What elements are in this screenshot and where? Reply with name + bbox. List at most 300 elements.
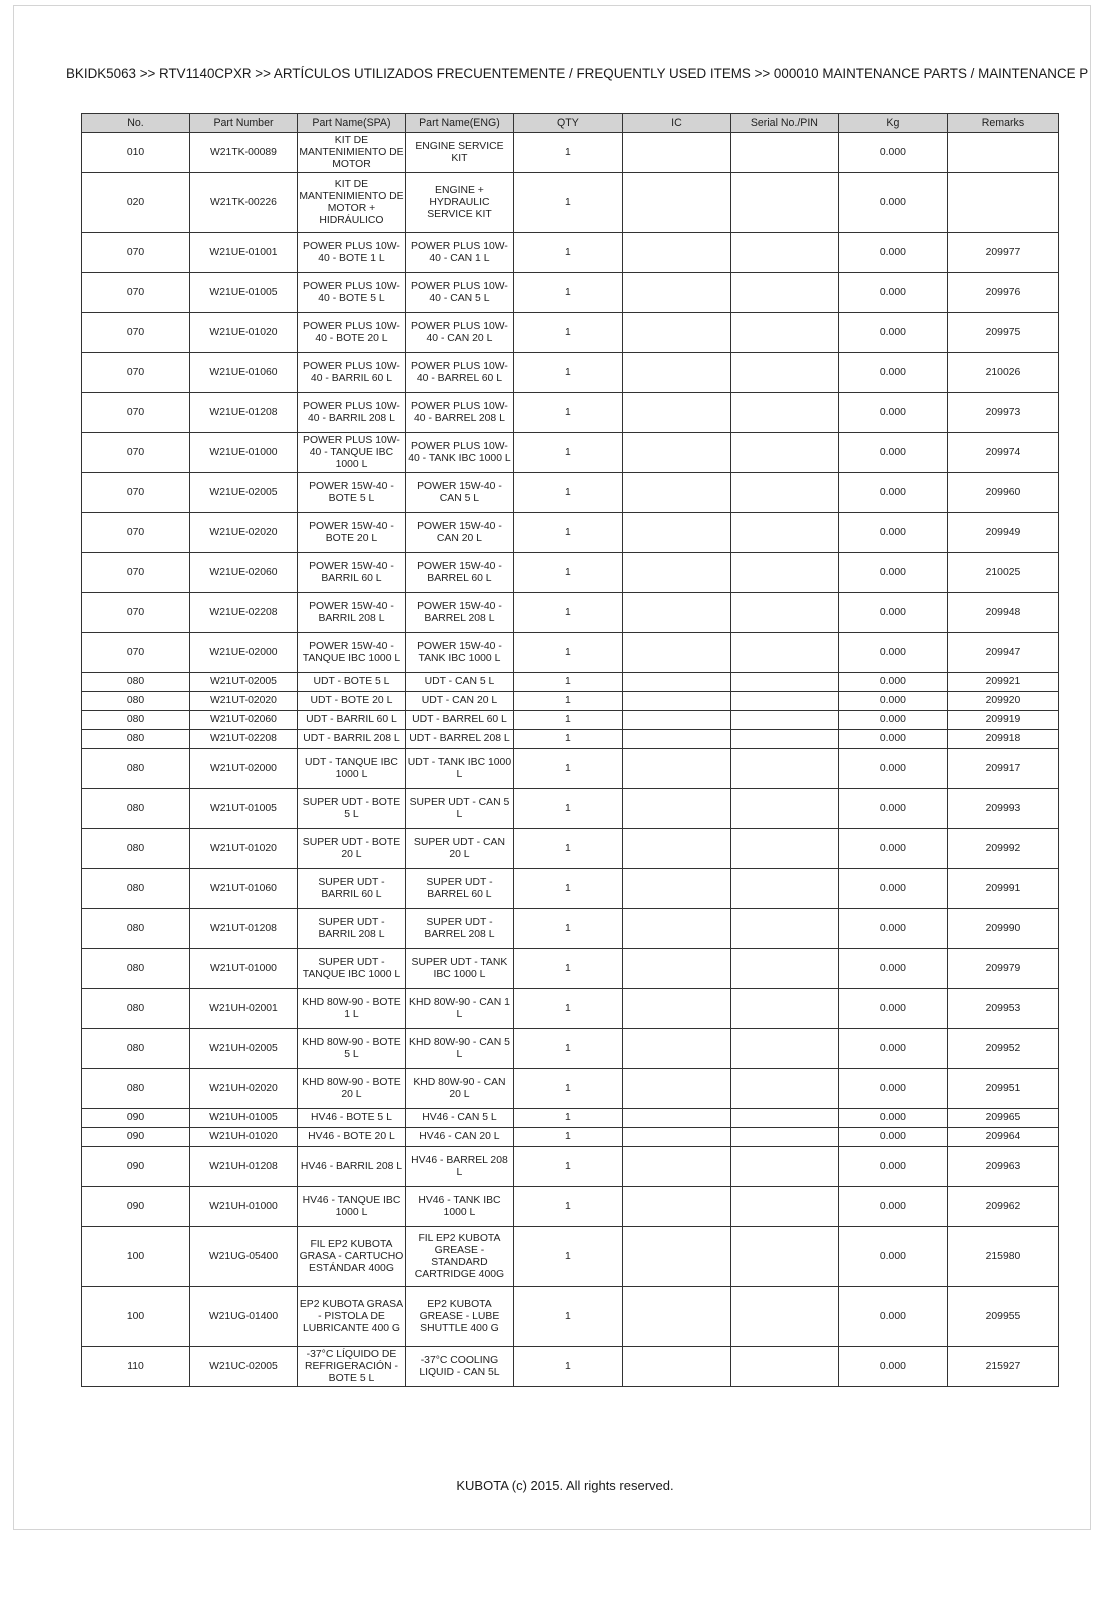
- cell-no: 080: [82, 692, 190, 711]
- cell-ic: [622, 949, 730, 989]
- cell-ic: [622, 1069, 730, 1109]
- cell-qty: 1: [513, 989, 622, 1029]
- table-row: [82, 593, 1059, 633]
- column-header-part-name-eng: Part Name(ENG): [405, 114, 513, 133]
- cell-kg: 0.000: [838, 989, 947, 1029]
- cell-no: 070: [82, 553, 190, 593]
- column-header-no: No.: [82, 114, 190, 133]
- cell-part-name-eng: SUPER UDT - BARREL 60 L: [405, 869, 513, 909]
- cell-part-name-spa: SUPER UDT - BOTE 20 L: [297, 829, 405, 869]
- cell-no: 080: [82, 1069, 190, 1109]
- cell-ic: [622, 233, 730, 273]
- cell-qty: 1: [513, 711, 622, 730]
- cell-remarks: 209952: [947, 1029, 1058, 1069]
- table-row: [82, 1187, 1059, 1227]
- cell-serial: [730, 673, 838, 692]
- cell-part-name-eng: SUPER UDT - TANK IBC 1000 L: [405, 949, 513, 989]
- cell-part-name-eng: UDT - CAN 20 L: [405, 692, 513, 711]
- table-row: [82, 353, 1059, 393]
- cell-qty: 1: [513, 1187, 622, 1227]
- cell-no: 020: [82, 173, 190, 233]
- cell-part-number: W21UT-01208: [189, 909, 297, 949]
- cell-serial: [730, 1227, 838, 1287]
- table-row: [82, 433, 1059, 473]
- cell-qty: 1: [513, 749, 622, 789]
- cell-part-number: W21UT-02208: [189, 730, 297, 749]
- cell-ic: [622, 1227, 730, 1287]
- cell-kg: 0.000: [838, 553, 947, 593]
- cell-part-name-spa: POWER 15W-40 - BOTE 5 L: [297, 473, 405, 513]
- cell-remarks: 209979: [947, 949, 1058, 989]
- cell-qty: 1: [513, 433, 622, 473]
- cell-remarks: 209960: [947, 473, 1058, 513]
- cell-remarks: 215980: [947, 1227, 1058, 1287]
- table-row: [82, 233, 1059, 273]
- cell-qty: 1: [513, 473, 622, 513]
- cell-no: 090: [82, 1147, 190, 1187]
- cell-no: 080: [82, 749, 190, 789]
- cell-part-name-eng: POWER PLUS 10W-40 - CAN 5 L: [405, 273, 513, 313]
- cell-ic: [622, 1187, 730, 1227]
- cell-remarks: 209951: [947, 1069, 1058, 1109]
- cell-kg: 0.000: [838, 673, 947, 692]
- cell-ic: [622, 473, 730, 513]
- cell-part-number: W21UE-02020: [189, 513, 297, 553]
- cell-no: 070: [82, 513, 190, 553]
- cell-part-number: W21UH-01020: [189, 1128, 297, 1147]
- cell-serial: [730, 1029, 838, 1069]
- cell-remarks: 209955: [947, 1287, 1058, 1347]
- cell-part-name-spa: UDT - BOTE 20 L: [297, 692, 405, 711]
- cell-part-name-spa: POWER 15W-40 - TANQUE IBC 1000 L: [297, 633, 405, 673]
- cell-serial: [730, 173, 838, 233]
- cell-part-name-eng: UDT - BARREL 60 L: [405, 711, 513, 730]
- table-row: [82, 273, 1059, 313]
- cell-no: 080: [82, 673, 190, 692]
- cell-part-number: W21UH-02020: [189, 1069, 297, 1109]
- cell-serial: [730, 433, 838, 473]
- cell-part-name-spa: POWER PLUS 10W-40 - TANQUE IBC 1000 L: [297, 433, 405, 473]
- cell-remarks: 209993: [947, 789, 1058, 829]
- cell-serial: [730, 273, 838, 313]
- cell-qty: 1: [513, 869, 622, 909]
- cell-kg: 0.000: [838, 1069, 947, 1109]
- cell-no: 110: [82, 1347, 190, 1387]
- cell-serial: [730, 949, 838, 989]
- cell-part-name-spa: POWER 15W-40 - BARRIL 208 L: [297, 593, 405, 633]
- cell-ic: [622, 173, 730, 233]
- cell-serial: [730, 553, 838, 593]
- cell-remarks: 209992: [947, 829, 1058, 869]
- cell-part-name-spa: POWER PLUS 10W-40 - BARRIL 60 L: [297, 353, 405, 393]
- cell-ic: [622, 1029, 730, 1069]
- cell-kg: 0.000: [838, 869, 947, 909]
- cell-serial: [730, 989, 838, 1029]
- cell-serial: [730, 1069, 838, 1109]
- cell-part-name-spa: FIL EP2 KUBOTA GRASA - CARTUCHO ESTÁNDAR 400G: [297, 1227, 405, 1287]
- cell-part-name-eng: POWER PLUS 10W-40 - CAN 20 L: [405, 313, 513, 353]
- cell-kg: 0.000: [838, 909, 947, 949]
- cell-no: 080: [82, 869, 190, 909]
- cell-ic: [622, 393, 730, 433]
- table-row: [82, 673, 1059, 692]
- cell-part-name-eng: KHD 80W-90 - CAN 1 L: [405, 989, 513, 1029]
- cell-part-name-spa: KIT DE MANTENIMIENTO DE MOTOR: [297, 133, 405, 173]
- cell-remarks: 209976: [947, 273, 1058, 313]
- cell-part-name-spa: POWER PLUS 10W-40 - BOTE 20 L: [297, 313, 405, 353]
- cell-part-name-spa: SUPER UDT - BOTE 5 L: [297, 789, 405, 829]
- cell-ic: [622, 433, 730, 473]
- cell-part-name-spa: POWER 15W-40 - BARRIL 60 L: [297, 553, 405, 593]
- cell-kg: 0.000: [838, 633, 947, 673]
- cell-part-name-spa: POWER PLUS 10W-40 - BARRIL 208 L: [297, 393, 405, 433]
- cell-qty: 1: [513, 829, 622, 869]
- cell-remarks: 209948: [947, 593, 1058, 633]
- cell-part-name-eng: POWER PLUS 10W-40 - TANK IBC 1000 L: [405, 433, 513, 473]
- cell-part-name-spa: KHD 80W-90 - BOTE 1 L: [297, 989, 405, 1029]
- cell-no: 100: [82, 1227, 190, 1287]
- table-row: [82, 313, 1059, 353]
- cell-serial: [730, 692, 838, 711]
- cell-part-number: W21UE-01000: [189, 433, 297, 473]
- cell-remarks: 209917: [947, 749, 1058, 789]
- cell-part-name-eng: EP2 KUBOTA GREASE - LUBE SHUTTLE 400 G: [405, 1287, 513, 1347]
- cell-ic: [622, 829, 730, 869]
- cell-serial: [730, 1287, 838, 1347]
- cell-qty: 1: [513, 692, 622, 711]
- cell-part-name-spa: SUPER UDT - BARRIL 208 L: [297, 909, 405, 949]
- cell-qty: 1: [513, 553, 622, 593]
- cell-remarks: 209974: [947, 433, 1058, 473]
- cell-part-number: W21UE-01060: [189, 353, 297, 393]
- cell-ic: [622, 909, 730, 949]
- cell-ic: [622, 1147, 730, 1187]
- cell-ic: [622, 989, 730, 1029]
- cell-serial: [730, 909, 838, 949]
- cell-part-number: W21TK-00089: [189, 133, 297, 173]
- cell-part-name-eng: SUPER UDT - BARREL 208 L: [405, 909, 513, 949]
- cell-no: 070: [82, 273, 190, 313]
- table-row: [82, 1128, 1059, 1147]
- column-header-part-number: Part Number: [189, 114, 297, 133]
- cell-qty: 1: [513, 1227, 622, 1287]
- cell-kg: 0.000: [838, 692, 947, 711]
- cell-part-name-eng: POWER PLUS 10W-40 - CAN 1 L: [405, 233, 513, 273]
- cell-qty: 1: [513, 273, 622, 313]
- cell-no: 090: [82, 1128, 190, 1147]
- cell-serial: [730, 473, 838, 513]
- table-row: [82, 1227, 1059, 1287]
- cell-part-number: W21UT-02020: [189, 692, 297, 711]
- cell-remarks: 209977: [947, 233, 1058, 273]
- cell-part-number: W21UE-02005: [189, 473, 297, 513]
- cell-part-name-spa: POWER PLUS 10W-40 - BOTE 1 L: [297, 233, 405, 273]
- cell-qty: 1: [513, 909, 622, 949]
- cell-part-name-eng: ENGINE + HYDRAULIC SERVICE KIT: [405, 173, 513, 233]
- cell-ic: [622, 1287, 730, 1347]
- cell-no: 080: [82, 989, 190, 1029]
- cell-no: 080: [82, 909, 190, 949]
- table-row: [82, 393, 1059, 433]
- cell-ic: [622, 789, 730, 829]
- cell-no: 080: [82, 949, 190, 989]
- cell-kg: 0.000: [838, 711, 947, 730]
- cell-part-name-spa: EP2 KUBOTA GRASA - PISTOLA DE LUBRICANTE 400 G: [297, 1287, 405, 1347]
- cell-part-number: W21UH-02001: [189, 989, 297, 1029]
- cell-remarks: 215927: [947, 1347, 1058, 1387]
- cell-qty: 1: [513, 233, 622, 273]
- cell-part-name-spa: HV46 - TANQUE IBC 1000 L: [297, 1187, 405, 1227]
- cell-no: 090: [82, 1109, 190, 1128]
- cell-part-number: W21UT-01000: [189, 949, 297, 989]
- table-row: [82, 513, 1059, 553]
- cell-part-name-spa: SUPER UDT - BARRIL 60 L: [297, 869, 405, 909]
- cell-serial: [730, 1109, 838, 1128]
- cell-part-name-eng: ENGINE SERVICE KIT: [405, 133, 513, 173]
- cell-ic: [622, 692, 730, 711]
- cell-qty: 1: [513, 633, 622, 673]
- cell-part-name-eng: UDT - BARREL 208 L: [405, 730, 513, 749]
- table-row: [82, 1147, 1059, 1187]
- cell-serial: [730, 869, 838, 909]
- cell-no: 070: [82, 233, 190, 273]
- cell-part-number: W21UG-05400: [189, 1227, 297, 1287]
- cell-qty: 1: [513, 1347, 622, 1387]
- cell-ic: [622, 133, 730, 173]
- cell-part-name-eng: POWER 15W-40 - CAN 5 L: [405, 473, 513, 513]
- cell-remarks: 209962: [947, 1187, 1058, 1227]
- parts-table: [81, 113, 1059, 1387]
- cell-remarks: 209963: [947, 1147, 1058, 1187]
- cell-kg: 0.000: [838, 730, 947, 749]
- cell-remarks: 209964: [947, 1128, 1058, 1147]
- cell-kg: 0.000: [838, 749, 947, 789]
- cell-qty: 1: [513, 1069, 622, 1109]
- cell-serial: [730, 1147, 838, 1187]
- cell-serial: [730, 633, 838, 673]
- cell-remarks: 209919: [947, 711, 1058, 730]
- cell-part-number: W21UC-02005: [189, 1347, 297, 1387]
- cell-ic: [622, 553, 730, 593]
- table-row: [82, 553, 1059, 593]
- cell-serial: [730, 1347, 838, 1387]
- cell-part-number: W21UE-01020: [189, 313, 297, 353]
- cell-qty: 1: [513, 313, 622, 353]
- cell-part-name-eng: SUPER UDT - CAN 20 L: [405, 829, 513, 869]
- cell-part-number: W21UH-01005: [189, 1109, 297, 1128]
- cell-part-number: W21UG-01400: [189, 1287, 297, 1347]
- cell-qty: 1: [513, 673, 622, 692]
- table-row: [82, 473, 1059, 513]
- cell-part-name-spa: UDT - BARRIL 208 L: [297, 730, 405, 749]
- cell-kg: 0.000: [838, 1347, 947, 1387]
- cell-remarks: 210026: [947, 353, 1058, 393]
- cell-part-name-eng: KHD 80W-90 - CAN 20 L: [405, 1069, 513, 1109]
- cell-part-name-eng: HV46 - TANK IBC 1000 L: [405, 1187, 513, 1227]
- cell-kg: 0.000: [838, 133, 947, 173]
- cell-ic: [622, 1347, 730, 1387]
- cell-part-number: W21TK-00226: [189, 173, 297, 233]
- cell-part-number: W21UE-01001: [189, 233, 297, 273]
- cell-serial: [730, 1128, 838, 1147]
- cell-ic: [622, 513, 730, 553]
- cell-part-name-eng: POWER 15W-40 - TANK IBC 1000 L: [405, 633, 513, 673]
- cell-remarks: 209990: [947, 909, 1058, 949]
- cell-remarks: 209973: [947, 393, 1058, 433]
- cell-serial: [730, 353, 838, 393]
- cell-no: 010: [82, 133, 190, 173]
- cell-kg: 0.000: [838, 1187, 947, 1227]
- cell-part-name-eng: SUPER UDT - CAN 5 L: [405, 789, 513, 829]
- cell-part-name-eng: POWER PLUS 10W-40 - BARREL 60 L: [405, 353, 513, 393]
- cell-part-name-eng: HV46 - BARREL 208 L: [405, 1147, 513, 1187]
- cell-serial: [730, 593, 838, 633]
- cell-part-number: W21UH-02005: [189, 1029, 297, 1069]
- cell-no: 070: [82, 353, 190, 393]
- cell-no: 070: [82, 633, 190, 673]
- cell-part-name-eng: UDT - TANK IBC 1000 L: [405, 749, 513, 789]
- cell-part-name-spa: UDT - BARRIL 60 L: [297, 711, 405, 730]
- cell-serial: [730, 730, 838, 749]
- cell-part-name-spa: -37°C LÍQUIDO DE REFRIGERACIÓN - BOTE 5 L: [297, 1347, 405, 1387]
- table-row: [82, 829, 1059, 869]
- cell-part-number: W21UT-01020: [189, 829, 297, 869]
- copyright-footer: KUBOTA (c) 2015. All rights reserved.: [456, 1478, 674, 1493]
- cell-serial: [730, 829, 838, 869]
- column-header-ic: IC: [622, 114, 730, 133]
- table-row: [82, 711, 1059, 730]
- cell-no: 080: [82, 730, 190, 749]
- cell-ic: [622, 869, 730, 909]
- cell-part-number: W21UT-02060: [189, 711, 297, 730]
- cell-part-name-eng: -37°C COOLING LIQUID - CAN 5L: [405, 1347, 513, 1387]
- breadcrumb: BKIDK5063 >> RTV1140CPXR >> ARTÍCULOS UTILIZADOS FRECUENTEMENTE / FREQUENTLY USED ITEMS >> 000010 MAINTENANCE PARTS / MAINTENANCE P: [66, 66, 1089, 81]
- table-row: [82, 1347, 1059, 1387]
- cell-serial: [730, 789, 838, 829]
- cell-part-name-eng: POWER PLUS 10W-40 - BARREL 208 L: [405, 393, 513, 433]
- cell-kg: 0.000: [838, 313, 947, 353]
- cell-qty: 1: [513, 133, 622, 173]
- cell-part-name-spa: POWER 15W-40 - BOTE 20 L: [297, 513, 405, 553]
- cell-kg: 0.000: [838, 1147, 947, 1187]
- cell-ic: [622, 1128, 730, 1147]
- cell-ic: [622, 593, 730, 633]
- cell-kg: 0.000: [838, 473, 947, 513]
- cell-kg: 0.000: [838, 1227, 947, 1287]
- table-row: [82, 1109, 1059, 1128]
- cell-qty: 1: [513, 1287, 622, 1347]
- cell-no: 080: [82, 1029, 190, 1069]
- cell-no: 080: [82, 789, 190, 829]
- table-row: [82, 1069, 1059, 1109]
- cell-remarks: 209975: [947, 313, 1058, 353]
- column-header-qty: QTY: [513, 114, 622, 133]
- cell-part-name-eng: POWER 15W-40 - CAN 20 L: [405, 513, 513, 553]
- cell-ic: [622, 273, 730, 313]
- column-header-remarks: Remarks: [947, 114, 1058, 133]
- cell-ic: [622, 730, 730, 749]
- cell-serial: [730, 233, 838, 273]
- column-header-kg: Kg: [838, 114, 947, 133]
- cell-kg: 0.000: [838, 789, 947, 829]
- cell-no: 070: [82, 313, 190, 353]
- cell-kg: 0.000: [838, 593, 947, 633]
- cell-remarks: [947, 133, 1058, 173]
- column-header-serial: Serial No./PIN: [730, 114, 838, 133]
- cell-no: 070: [82, 433, 190, 473]
- cell-part-name-eng: HV46 - CAN 5 L: [405, 1109, 513, 1128]
- cell-part-name-eng: UDT - CAN 5 L: [405, 673, 513, 692]
- cell-ic: [622, 673, 730, 692]
- column-header-part-name-spa: Part Name(SPA): [297, 114, 405, 133]
- parts-table-body: [82, 133, 1059, 1387]
- cell-serial: [730, 749, 838, 789]
- cell-ic: [622, 1109, 730, 1128]
- cell-ic: [622, 353, 730, 393]
- cell-part-number: W21UT-01005: [189, 789, 297, 829]
- cell-part-name-spa: KHD 80W-90 - BOTE 5 L: [297, 1029, 405, 1069]
- table-row: [82, 633, 1059, 673]
- cell-ic: [622, 313, 730, 353]
- cell-serial: [730, 513, 838, 553]
- cell-part-number: W21UH-01208: [189, 1147, 297, 1187]
- cell-part-number: W21UH-01000: [189, 1187, 297, 1227]
- cell-part-name-eng: POWER 15W-40 - BARREL 60 L: [405, 553, 513, 593]
- cell-kg: 0.000: [838, 273, 947, 313]
- cell-ic: [622, 633, 730, 673]
- cell-remarks: [947, 173, 1058, 233]
- cell-qty: 1: [513, 789, 622, 829]
- cell-qty: 1: [513, 393, 622, 433]
- cell-remarks: 209965: [947, 1109, 1058, 1128]
- table-row: [82, 133, 1059, 173]
- cell-remarks: 209953: [947, 989, 1058, 1029]
- cell-part-name-spa: HV46 - BOTE 20 L: [297, 1128, 405, 1147]
- cell-part-name-spa: UDT - TANQUE IBC 1000 L: [297, 749, 405, 789]
- cell-serial: [730, 313, 838, 353]
- cell-kg: 0.000: [838, 1287, 947, 1347]
- cell-no: 070: [82, 593, 190, 633]
- table-row: [82, 1287, 1059, 1347]
- cell-remarks: 210025: [947, 553, 1058, 593]
- cell-part-name-spa: HV46 - BOTE 5 L: [297, 1109, 405, 1128]
- cell-remarks: 209947: [947, 633, 1058, 673]
- cell-part-number: W21UE-02060: [189, 553, 297, 593]
- cell-qty: 1: [513, 730, 622, 749]
- cell-kg: 0.000: [838, 433, 947, 473]
- table-row: [82, 869, 1059, 909]
- table-row: [82, 749, 1059, 789]
- cell-qty: 1: [513, 353, 622, 393]
- cell-kg: 0.000: [838, 949, 947, 989]
- cell-kg: 0.000: [838, 393, 947, 433]
- cell-serial: [730, 393, 838, 433]
- cell-part-number: W21UE-02000: [189, 633, 297, 673]
- cell-qty: 1: [513, 593, 622, 633]
- cell-part-number: W21UT-02005: [189, 673, 297, 692]
- table-row: [82, 1029, 1059, 1069]
- cell-remarks: 209920: [947, 692, 1058, 711]
- cell-qty: 1: [513, 513, 622, 553]
- table-row: [82, 949, 1059, 989]
- cell-remarks: 209991: [947, 869, 1058, 909]
- cell-remarks: 209918: [947, 730, 1058, 749]
- cell-no: 080: [82, 711, 190, 730]
- cell-part-name-eng: KHD 80W-90 - CAN 5 L: [405, 1029, 513, 1069]
- cell-ic: [622, 711, 730, 730]
- cell-part-name-eng: FIL EP2 KUBOTA GREASE - STANDARD CARTRIDGE 400G: [405, 1227, 513, 1287]
- table-header-row: [82, 114, 1059, 133]
